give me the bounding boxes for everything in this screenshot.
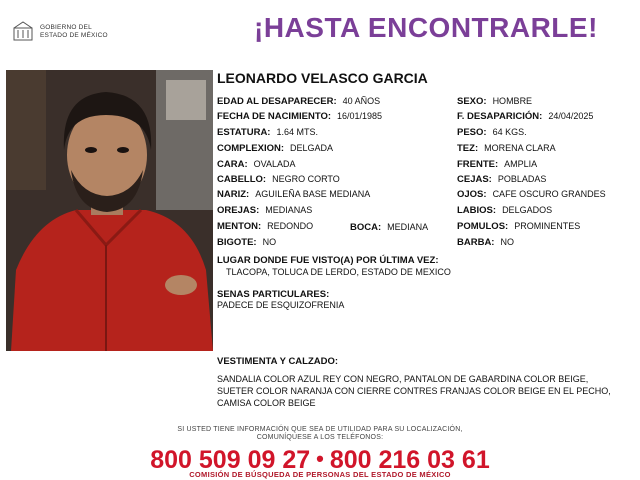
field-value: CAFE OSCURO GRANDES xyxy=(492,189,606,199)
field-value: REDONDO xyxy=(267,221,314,231)
phone-number-1[interactable]: 800 509 09 27 xyxy=(150,446,311,474)
separator-dot: • xyxy=(316,446,324,471)
headline: ¡HASTA ENCONTRARLE! xyxy=(254,12,598,43)
field-label: PESO: xyxy=(457,127,487,138)
field-cejas xyxy=(457,174,546,185)
field-frente xyxy=(457,159,537,170)
field-value: POBLADAS xyxy=(497,174,547,184)
field-complexion xyxy=(217,143,333,154)
field-value: 40 AÑOS xyxy=(342,96,381,106)
state-seal-icon xyxy=(12,20,34,42)
last-seen-value: TLACOPA, TOLUCA DE LERDO, ESTADO DE MEXICO xyxy=(226,267,451,277)
logo-text-line2: ESTADO DE MÉXICO xyxy=(40,32,108,39)
clothing-value: SANDALIA COLOR AZUL REY CON NEGRO, PANTALON DE GABARDINA COLOR BEIGE, SUETER COLOR NARANJA CON CIERRE CONTRES FRANJAS COLOR BEIGE EN EL PECHO, CAMISA COLOR BEIGE xyxy=(217,374,611,408)
field-orejas xyxy=(217,205,312,216)
field-label: LABIOS: xyxy=(457,205,497,216)
government-logo xyxy=(12,18,122,46)
field-value: NO xyxy=(262,237,277,247)
portrait-image xyxy=(6,70,213,351)
field-label: CARA: xyxy=(217,159,248,170)
field-label: OREJAS: xyxy=(217,205,260,216)
field-value: MEDIANA xyxy=(387,222,429,232)
field-value: HOMBRE xyxy=(492,96,533,106)
clothing-label: VESTIMENTA Y CALZADO: xyxy=(217,356,339,367)
field-label: BOCA: xyxy=(350,222,382,233)
person-name: LEONARDO VELASCO GARCIA xyxy=(217,70,428,86)
distinguishing-marks-value: PADECE DE ESQUIZOFRENIA xyxy=(217,300,345,310)
field-tez xyxy=(457,143,556,154)
field-boca xyxy=(350,222,428,233)
field-peso xyxy=(457,127,527,138)
field-label: F. DESAPARICIÓN: xyxy=(457,111,543,122)
field-ojos xyxy=(457,189,606,200)
field-value: MORENA CLARA xyxy=(484,143,556,153)
field-edad xyxy=(217,96,380,107)
field-value: DELGADA xyxy=(290,143,334,153)
info-line1: SI USTED TIENE INFORMACIÓN QUE SEA DE UTILIDAD PARA SU LOCALIZACIÓN, xyxy=(177,426,463,433)
field-label: BIGOTE: xyxy=(217,237,257,248)
field-value: MEDIANAS xyxy=(265,205,313,215)
field-value: DELGADOS xyxy=(502,205,553,215)
field-label: SEXO: xyxy=(457,96,487,107)
field-label: POMULOS: xyxy=(457,221,509,232)
field-label: MENTON: xyxy=(217,221,262,232)
field-label: CEJAS: xyxy=(457,174,492,185)
field-nariz xyxy=(217,189,370,200)
field-fecha-nacimiento xyxy=(217,111,382,122)
field-labios xyxy=(457,205,552,216)
field-value: 16/01/1985 xyxy=(337,111,383,121)
field-bigote xyxy=(217,237,276,248)
field-value: 24/04/2025 xyxy=(548,111,594,121)
field-cara xyxy=(217,159,295,170)
field-sexo xyxy=(457,96,532,107)
field-value: AGUILEÑA BASE MEDIANA xyxy=(255,189,371,199)
field-label: NARIZ: xyxy=(217,189,250,200)
field-barba xyxy=(457,237,514,248)
field-label: CABELLO: xyxy=(217,174,267,185)
info-line2: COMUNÍQUESE A LOS TELÉFONOS: xyxy=(256,434,384,441)
phone-number-2[interactable]: 800 216 03 61 xyxy=(329,446,490,474)
field-value: OVALADA xyxy=(253,159,296,169)
field-fecha-desaparicion xyxy=(457,111,593,122)
field-label: ESTATURA: xyxy=(217,127,271,138)
field-label: BARBA: xyxy=(457,237,495,248)
field-value: NO xyxy=(500,237,514,247)
commission-name: COMISIÓN DE BÚSQUEDA DE PERSONAS DEL ESTADO DE MÉXICO xyxy=(189,470,451,479)
field-label: FECHA DE NACIMIENTO: xyxy=(217,111,331,122)
field-value: NEGRO CORTO xyxy=(272,174,340,184)
field-label: OJOS: xyxy=(457,189,487,200)
field-cabello xyxy=(217,174,340,185)
last-seen-label: LUGAR DONDE FUE VISTO(A) POR ÚLTIMA VEZ: xyxy=(217,255,439,266)
logo-text-line1: GOBIERNO DEL xyxy=(40,24,92,31)
field-label: EDAD AL DESAPARECER: xyxy=(217,96,337,107)
field-value: 1.64 MTS. xyxy=(276,127,318,137)
field-estatura xyxy=(217,127,318,138)
field-value: AMPLIA xyxy=(504,159,538,169)
field-value: PROMINENTES xyxy=(514,221,581,231)
field-menton xyxy=(217,221,313,232)
field-label: COMPLEXION: xyxy=(217,143,285,154)
field-label: TEZ: xyxy=(457,143,479,154)
field-label: FRENTE: xyxy=(457,159,499,170)
distinguishing-marks-label: SENAS PARTICULARES: xyxy=(217,289,330,300)
field-pomulos xyxy=(457,221,580,232)
field-value: 64 KGS. xyxy=(492,127,527,137)
missing-person-photo xyxy=(6,70,213,351)
